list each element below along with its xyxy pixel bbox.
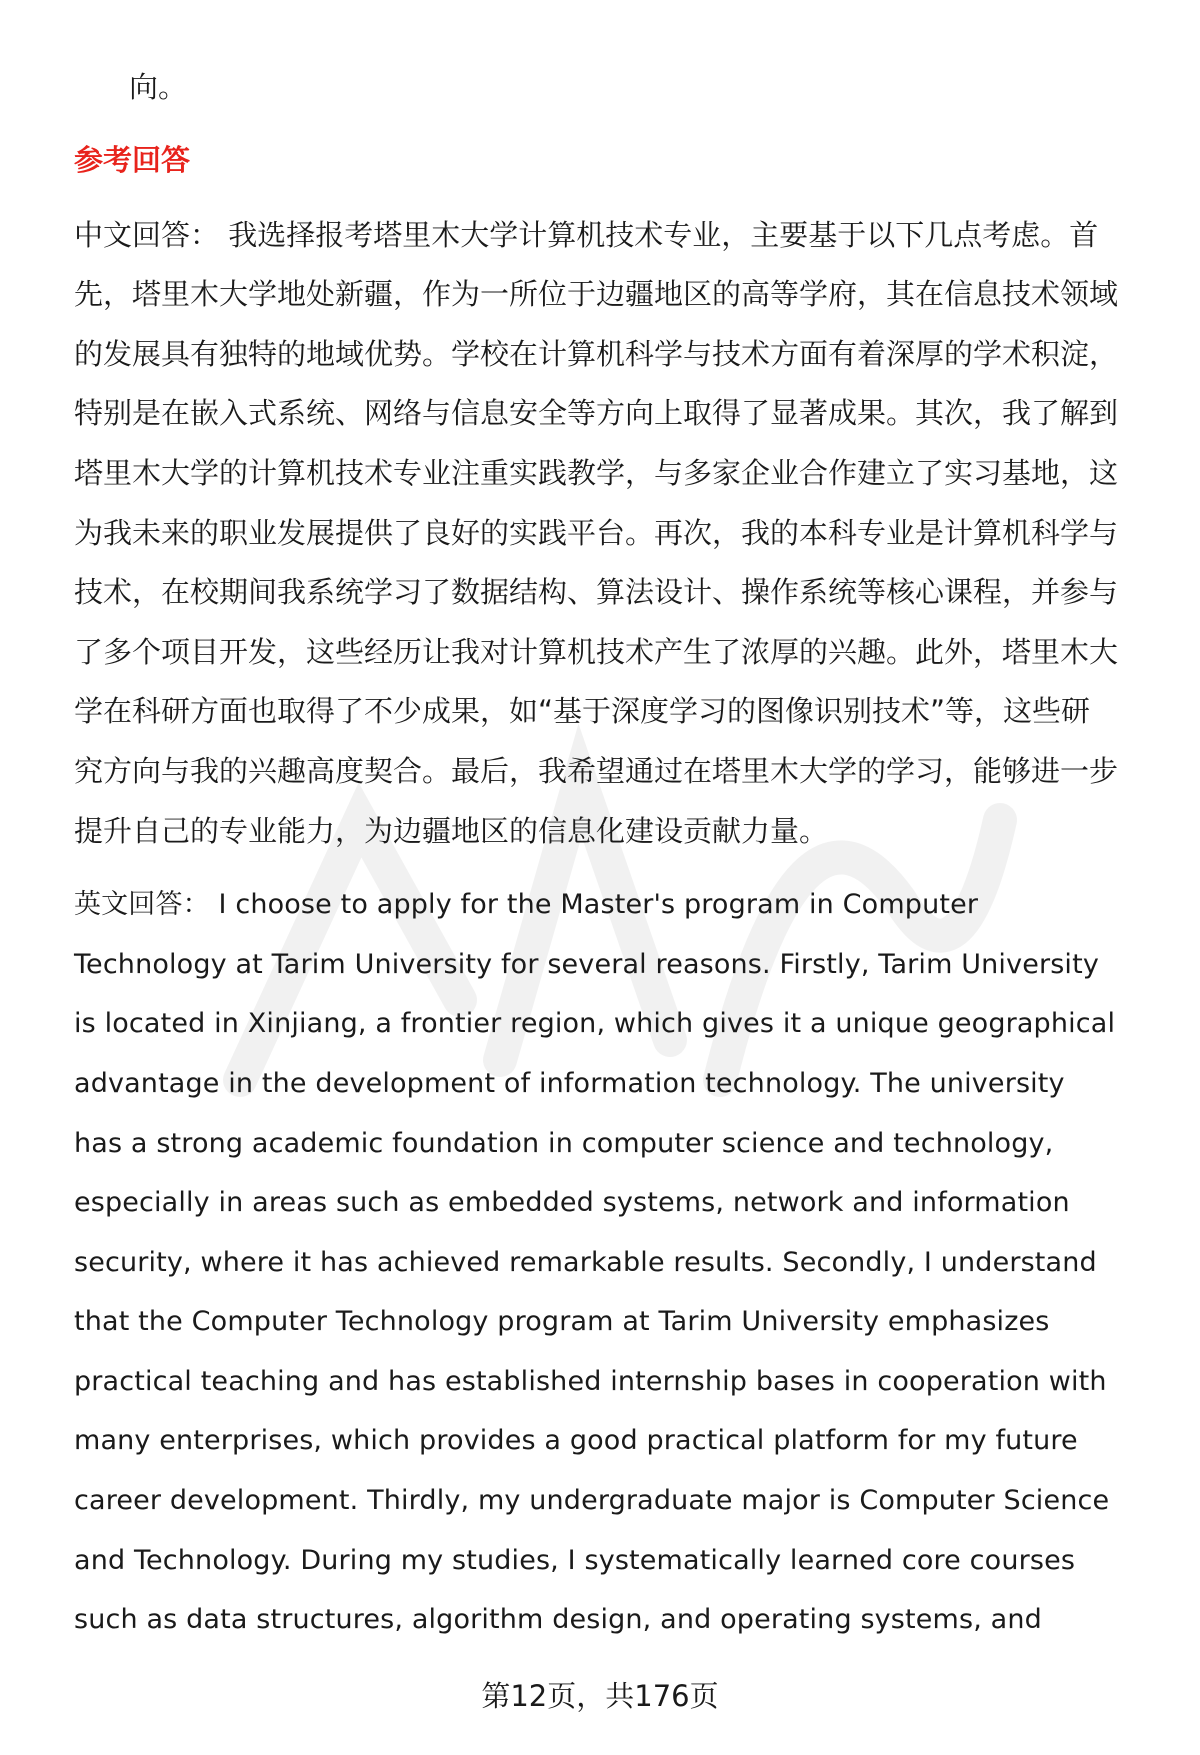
paragraph-line: many enterprises, which provides a good practical platform for my future [74,1425,1078,1457]
paragraph-line: 学在科研方面也取得了不少成果，如“基于深度学习的图像识别技术”等，这些研 [74,694,1091,729]
paragraph-line: 究方向与我的兴趣高度契合。最后，我希望通过在塔里木大学的学习，能够进一步 [74,753,1119,788]
reference-answer-heading: 参考回答 [74,142,191,177]
paragraph-line: practical teaching and has established internship bases in cooperation with [74,1365,1107,1397]
paragraph-line: career development. Thirdly, my undergraduate major is Computer Science [74,1485,1110,1517]
paragraph-line: 中文回答： 我选择报考塔里木大学计算机技术专业，主要基于以下几点考虑。首 [74,217,1099,252]
paragraph-line: is located in Xinjiang, a frontier region, which gives it a unique geographical [74,1008,1116,1040]
paragraph-line: 的发展具有独特的地域优势。学校在计算机科学与技术方面有着深厚的学术积淀， [74,336,1119,371]
paragraph-line: advantage in the development of information technology. The university [74,1067,1065,1099]
paragraph-line: such as data structures, algorithm design, and operating systems, and [74,1604,1042,1636]
paragraph-line: and Technology. During my studies, I systematically learned core courses [74,1544,1076,1576]
paragraph-line: has a strong academic foundation in computer science and technology, [74,1127,1054,1159]
continuation-text: 向。 [129,70,188,104]
paragraph-spacer [74,861,1156,875]
paragraph-line: 了多个项目开发，这些经历让我对计算机技术产生了浓厚的兴趣。此外，塔里木大 [74,634,1119,669]
paragraph-line: security, where it has achieved remarkable results. Secondly, I understand [74,1246,1097,1278]
paragraph-line: that the Computer Technology program at Tarim University emphasizes [74,1306,1050,1338]
english-answer-paragraph [74,875,1156,1650]
paragraph-line: 英文回答： I choose to apply for the Master's program in Computer [74,889,979,921]
chinese-answer-paragraph [74,206,1156,862]
paragraph-line: 先，塔里木大学地处新疆，作为一所位于边疆地区的高等学府，其在信息技术领域 [74,277,1119,312]
paragraph-line: especially in areas such as embedded systems, network and information [74,1187,1070,1219]
paragraph-line: 特别是在嵌入式系统、网络与信息安全等方向上取得了显著成果。其次，我了解到 [74,396,1119,431]
page-number-footer: 第12页，共176页 [481,1679,719,1713]
paragraph-line: 塔里木大学的计算机技术专业注重实践教学，与多家企业合作建立了实习基地，这 [74,455,1119,490]
page-content [74,58,1156,1650]
paragraph-line: 提升自己的专业能力，为边疆地区的信息化建设贡献力量。 [74,813,829,848]
paragraph-line: Technology at Tarim University for several reasons. Firstly, Tarim University [74,948,1099,980]
paragraph-line: 技术，在校期间我系统学习了数据结构、算法设计、操作系统等核心课程，并参与 [74,575,1119,610]
paragraph-line: 为我未来的职业发展提供了良好的实践平台。再次，我的本科专业是计算机科学与 [74,515,1119,550]
